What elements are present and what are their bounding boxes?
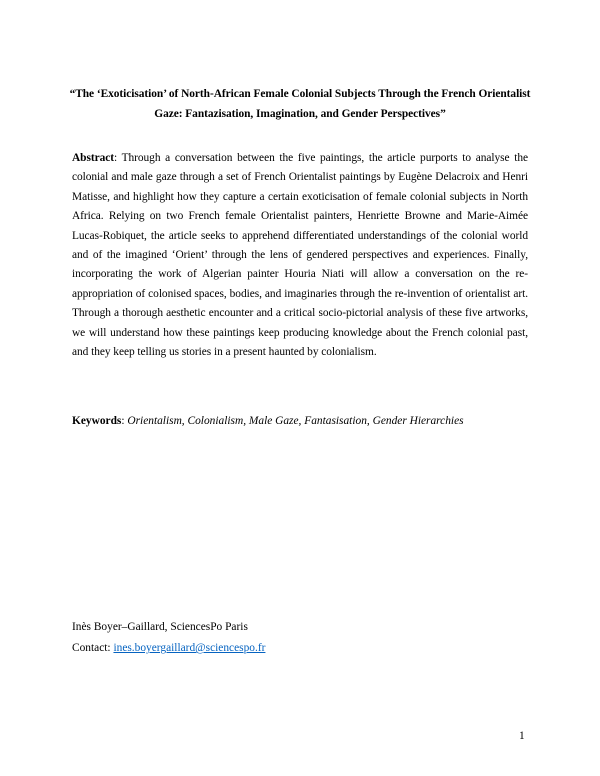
email-link[interactable]: ines.boyergaillard@sciencespo.fr <box>113 642 266 654</box>
page-number: 1 <box>519 730 525 742</box>
contact-line <box>72 638 265 658</box>
abstract-label: Abstract <box>72 152 114 164</box>
abstract-text: : Through a conversation between the five paintings, the article purports to analyse the colonial and male gaze through a set of French Orientalist paintings by Eugène Delacroix and Henri Matisse, and highlight how they capture a certain exoticisation of female colonial subjects in North Africa. Relying on two French female Orientalist painters, Henriette Browne and Marie-Aimée Lucas-Robiquet, the article seeks to apprehend differentiated understandings of the colonial world and of the imagined ‘Orient’ through the lens of gendered perspectives and experiences. Finally, incorporating the work of Algerian painter Houria Niati will allow a conversation on the re-appropriation of colonised spaces, bodies, and imaginaries through the re-invention of orientalist art. Through a thorough aesthetic encounter and a critical socio-pictorial analysis of these five artworks, we will understand how these paintings keep producing knowledge about the French colonial past, and they keep telling us stories in a present haunted by colonialism. <box>72 152 528 359</box>
abstract-paragraph <box>72 149 528 362</box>
keywords-line <box>72 411 528 431</box>
keywords-list: Orientalism, Colonialism, Male Gaze, Fantasisation, Gender Hierarchies <box>127 415 464 427</box>
author-affiliation: Inès Boyer–Gaillard, SciencesPo Paris <box>72 621 248 633</box>
keywords-separator: : <box>121 415 128 427</box>
paper-title: “The ‘Exoticisation’ of North-African Female Colonial Subjects Through the French Orientalist Gaze: Fantazisation, Imagination, and Gender Perspectives” <box>69 88 531 120</box>
contact-label: Contact: <box>72 642 114 654</box>
keywords-label: Keywords <box>72 415 122 427</box>
